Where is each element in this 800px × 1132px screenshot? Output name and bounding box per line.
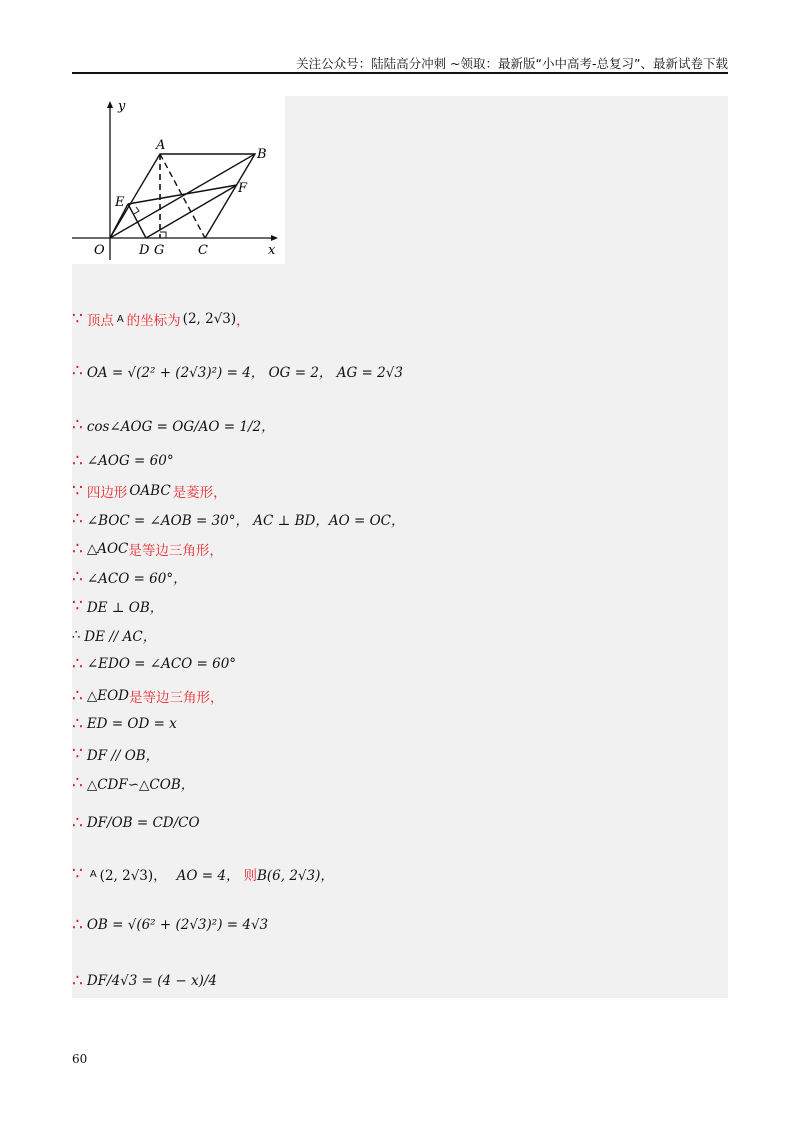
label-g: G [154, 243, 165, 258]
solution-line-10: ∴ DE // AC， [72, 627, 157, 645]
y-axis-arrow [107, 101, 113, 108]
solution-line-2: ∴ OA = √(2² + (2√3)²) = 4， OG = 2， AG = 2√3 [72, 361, 403, 381]
solution-line-17: ∵ A (2, 2√3)， AO = 4， 则 B(6, 2√3)， [72, 864, 334, 884]
solution-line-12: ∴ △EOD 是等边三角形， [72, 686, 224, 706]
solution-line-3: ∴ cos∠AOG = OG/AO = 1/2， [72, 415, 275, 435]
label-f: F [238, 181, 248, 196]
solution-line-15: ∴ △CDF∽△COB， [72, 773, 195, 793]
solution-line-14: ∵ DF // OB， [72, 744, 160, 764]
because-symbol: ∵ [72, 309, 83, 329]
x-axis-arrow [271, 235, 278, 241]
solution-line-19: ∴ DF/4√3 = (4 − x)/4 [72, 971, 218, 991]
therefore-symbol: ∴ [72, 361, 83, 381]
label-y: y [118, 99, 126, 114]
right-angle-ed-ob [134, 207, 139, 214]
solution-line-6: ∴ ∠BOC = ∠AOB = 30°， AC ⊥ BD，AO = OC， [72, 509, 405, 529]
solution-line-18: ∴ OB = √(6² + (2√3)²) = 4√3 [72, 915, 269, 935]
label-d: D [139, 243, 150, 258]
label-x: x [268, 243, 276, 258]
page-number: 60 [72, 1052, 88, 1066]
label-o: O [94, 243, 105, 258]
diagonal-ob [110, 154, 255, 238]
solution-line-16: ∴ DF/OB = CD/CO [72, 813, 200, 833]
rhombus-diagram [72, 96, 285, 264]
solution-line-7: ∴ △AOC 是等边三角形， [72, 539, 223, 559]
label-c: C [198, 243, 208, 258]
solution-line-11: ∴ ∠EDO = ∠ACO = 60° [72, 654, 237, 674]
geometry-figure [72, 96, 285, 264]
right-angle-g [160, 232, 166, 238]
label-a: A [156, 138, 166, 153]
header-divider [72, 72, 728, 74]
solution-line-1: ∵ 顶点 A 的坐标为 (2, 2√3) ， [72, 309, 250, 329]
solution-line-8: ∴ ∠ACO = 60°， [72, 567, 187, 587]
solution-line-5: ∵ 四边形 OABC 是菱形， [72, 481, 227, 501]
solution-line-9: ∵ DE ⊥ OB， [72, 596, 164, 616]
label-e: E [115, 195, 125, 210]
page-header: 关注公众号：陆陆高分冲刺 ~领取：最新版“小中高考-总复习”、最新试卷下载 [296, 56, 728, 71]
label-b: B [257, 147, 267, 162]
solution-line-4: ∴ ∠AOG = 60° [72, 451, 174, 471]
solution-line-13: ∴ ED = OD = x [72, 714, 177, 734]
